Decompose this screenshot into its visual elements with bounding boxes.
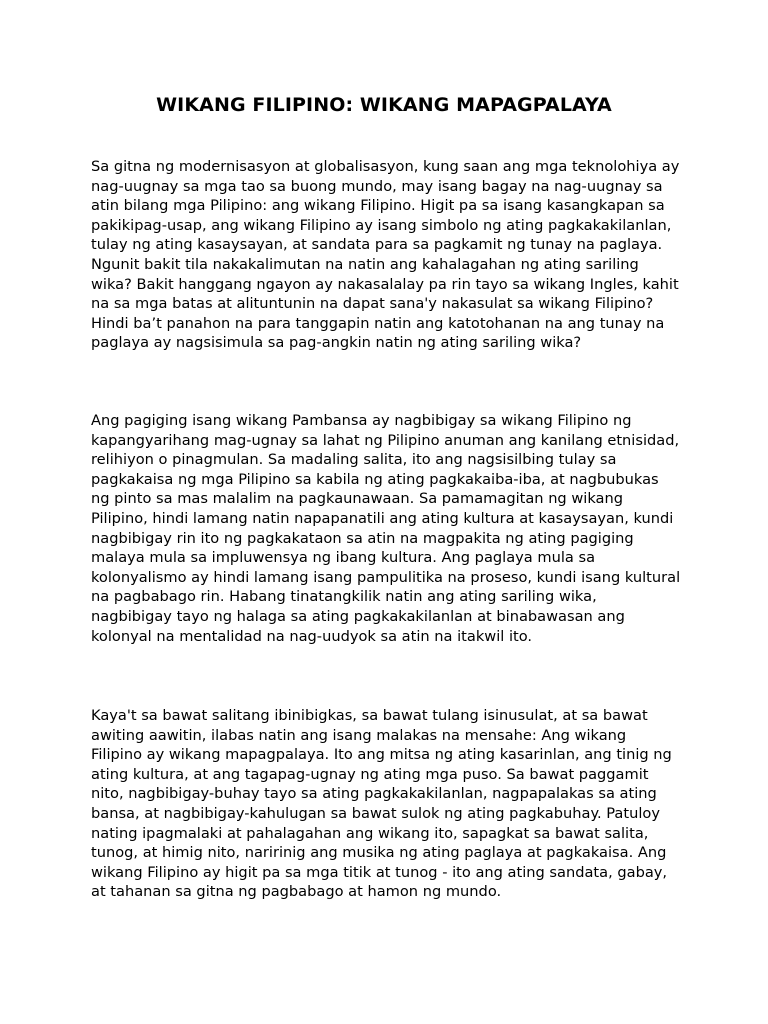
document-title: WIKANG FILIPINO: WIKANG MAPAGPALAYA — [156, 94, 612, 116]
paragraph-1: Sa gitna ng modernisasyon at globalisasyon, kung saan ang mga teknolohiya ay nag-uugnay sa mga tao sa buong mundo, may isang bagay na nag-uugnay sa atin bilang mga Pilipino: ang wikang Filipino. Higit pa sa isang kasangkapan sa pakikipag-usap, ang wikang Filipino ay isang simbolo ng ating pagkakakilanlan, tulay ng ating kasaysayan, at sandata para sa pagkamit ng tunay na paglaya. Ngunit bakit tila nakakalimutan na natin ang kahalagahan ng ating sariling wika? Bakit hanggang ngayon ay nakasalalay pa rin tayo sa wikang Ingles, kahit na sa mga batas at alituntunin na dapat sana'y nakasulat sa wikang Filipino? Hindi ba’t panahon na para tanggapin natin ang katotohanan na ang tunay na paglaya ay nagsisimula sa pag-angkin natin ng ating sariling wika? — [91, 158, 680, 352]
paragraph-3: Kaya't sa bawat salitang ibinibigkas, sa bawat tulang isinusulat, at sa bawat awiting aawitin, ilabas natin ang isang malakas na mensahe: Ang wikang Filipino ay wikang mapagpalaya. Ito ang mitsa ng ating kasarinlan, ang tinig ng ating kultura, at ang tagapag-ugnay ng ating mga puso. Sa bawat paggamit nito, nagbibigay-buhay tayo sa ating pagkakakilanlan, nagpapalakas sa ating bansa, at nagbibigay-kahulugan sa bawat sulok ng ating pagkabuhay. Patuloy nating ipagmalaki at pahalagahan ang wikang ito, sapagkat sa bawat salita, tunog, at himig nito, naririnig ang musika ng ating paglaya at pagkakaisa. Ang wikang Filipino ay higit pa sa mga titik at tunog - ito ang ating sandata, gabay, at tahanan sa gitna ng pagbabago at hamon ng mundo. — [91, 707, 672, 901]
paragraph-2: Ang pagiging isang wikang Pambansa ay nagbibigay sa wikang Filipino ng kapangyarihang mag-ugnay sa lahat ng Pilipino anuman ang kanilang etnisidad, relihiyon o pinagmulan. Sa madaling salita, ito ang nagsisilbing tulay sa pagkakaisa ng mga Pilipino sa kabila ng ating pagkakaiba-iba, at nagbubukas ng pinto sa mas malalim na pagkaunawaan. Sa pamamagitan ng wikang Pilipino, hindi lamang natin napapanatili ang ating kultura at kasaysayan, kundi nagbibigay rin ito ng pagkakataon sa atin na magpakita ng ating pagiging malaya mula sa impluwensya ng ibang kultura. Ang paglaya mula sa kolonyalismo ay hindi lamang isang pampulitika na proseso, kundi isang kultural na pagbabago rin. Habang tinatangkilik natin ang ating sariling wika, nagbibigay tayo ng halaga sa ating pagkakakilanlan at binabawasan ang kolonyal na mentalidad na nag-uudyok sa atin na itakwil ito. — [91, 412, 681, 645]
